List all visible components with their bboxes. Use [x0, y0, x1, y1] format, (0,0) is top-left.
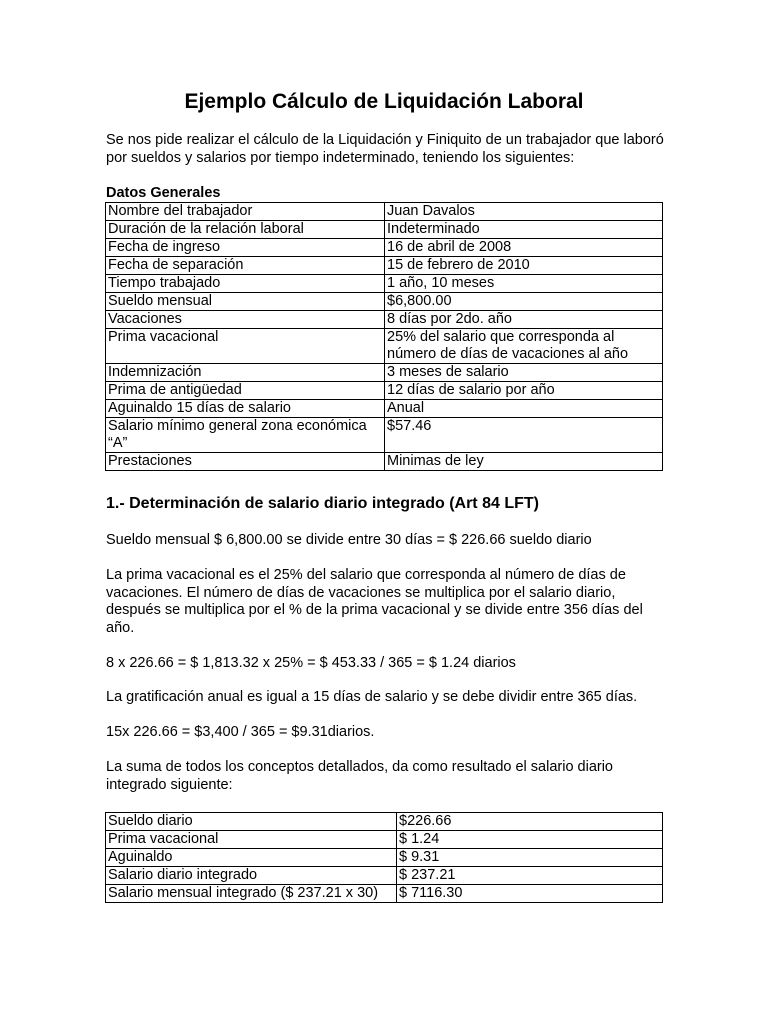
field-value: 8 días por 2do. año: [385, 311, 663, 329]
field-value: $57.46: [385, 418, 663, 453]
concept-value: $226.66: [397, 813, 663, 831]
vacation-premium-paragraph: La prima vacacional es el 25% del salario que corresponda al número de días de vacaciones. El número de días de vacaciones se multiplica por el salario diario, después se multiplica por el % de la prima vacacional y se divide entre 356 días del año.: [106, 567, 643, 636]
field-label: Fecha de ingreso: [106, 239, 385, 257]
concept-value: $ 9.31: [397, 849, 663, 867]
table-row: [106, 813, 663, 831]
table-row: [106, 382, 663, 400]
field-value: 16 de abril de 2008: [385, 239, 663, 257]
field-label: Sueldo mensual: [106, 293, 385, 311]
table-row: [106, 418, 663, 453]
field-value: $6,800.00: [385, 293, 663, 311]
vacation-calc-paragraph: 8 x 226.66 = $ 1,813.32 x 25% = $ 453.33 / 365 = $ 1.24 diarios: [106, 655, 516, 671]
concept-value: $ 7116.30: [397, 885, 663, 903]
field-value: 25% del salario que corresponda al número de días de vacaciones al año: [385, 329, 663, 364]
field-label: Fecha de separación: [106, 257, 385, 275]
field-label: Aguinaldo 15 días de salario: [106, 400, 385, 418]
field-label: Tiempo trabajado: [106, 275, 385, 293]
field-label: Prestaciones: [106, 453, 385, 471]
table-row: [106, 867, 663, 885]
field-label: Indemnización: [106, 364, 385, 382]
field-value: Indeterminado: [385, 221, 663, 239]
general-data-body: [106, 203, 663, 471]
concept-value: $ 237.21: [397, 867, 663, 885]
field-value: 12 días de salario por año: [385, 382, 663, 400]
table-row: [106, 221, 663, 239]
concept-label: Aguinaldo: [106, 849, 397, 867]
integrated-salary-body: [106, 813, 663, 903]
bonus-calc-paragraph: 15x 226.66 = $3,400 / 365 = $9.31diarios.: [106, 724, 375, 740]
table-row: [106, 239, 663, 257]
field-label: Vacaciones: [106, 311, 385, 329]
field-label: Salario mínimo general zona económica “A”: [106, 418, 385, 453]
general-data-table: [105, 202, 663, 471]
field-label: Prima vacacional: [106, 329, 385, 364]
concept-label: Salario diario integrado: [106, 867, 397, 885]
table-row: [106, 831, 663, 849]
intro-paragraph: Se nos pide realizar el cálculo de la Liquidación y Finiquito de un trabajador que laboró por sueldos y salarios por tiempo indeterminado, teniendo los siguientes:: [106, 132, 664, 166]
table-row: [106, 364, 663, 382]
document-title: Ejemplo Cálculo de Liquidación Laboral: [184, 90, 584, 113]
field-value: Juan Davalos: [385, 203, 663, 221]
general-data-title: Datos Generales: [106, 185, 221, 201]
field-label: Prima de antigüedad: [106, 382, 385, 400]
section-heading: 1.- Determinación de salario diario integrado (Art 84 LFT): [106, 495, 539, 512]
concept-value: $ 1.24: [397, 831, 663, 849]
bonus-paragraph: La gratificación anual es igual a 15 días de salario y se debe dividir entre 365 días.: [106, 689, 638, 705]
field-value: 15 de febrero de 2010: [385, 257, 663, 275]
integrated-salary-table: [105, 812, 663, 903]
field-value: Anual: [385, 400, 663, 418]
table-row: [106, 400, 663, 418]
table-row: [106, 453, 663, 471]
concept-label: Salario mensual integrado ($ 237.21 x 30): [106, 885, 397, 903]
field-value: 1 año, 10 meses: [385, 275, 663, 293]
table-row: [106, 293, 663, 311]
concept-label: Prima vacacional: [106, 831, 397, 849]
table-row: [106, 885, 663, 903]
field-label: Nombre del trabajador: [106, 203, 385, 221]
field-value: Minimas de ley: [385, 453, 663, 471]
table-row: [106, 275, 663, 293]
table-row: [106, 849, 663, 867]
field-value: 3 meses de salario: [385, 364, 663, 382]
table-row: [106, 257, 663, 275]
concept-label: Sueldo diario: [106, 813, 397, 831]
table-row: [106, 329, 663, 364]
summary-intro-paragraph: La suma de todos los conceptos detallados, da como resultado el salario diario integrado siguiente:: [106, 759, 613, 793]
field-label: Duración de la relación laboral: [106, 221, 385, 239]
table-row: [106, 311, 663, 329]
daily-salary-paragraph: Sueldo mensual $ 6,800.00 se divide entre 30 días = $ 226.66 sueldo diario: [106, 532, 592, 548]
table-row: [106, 203, 663, 221]
